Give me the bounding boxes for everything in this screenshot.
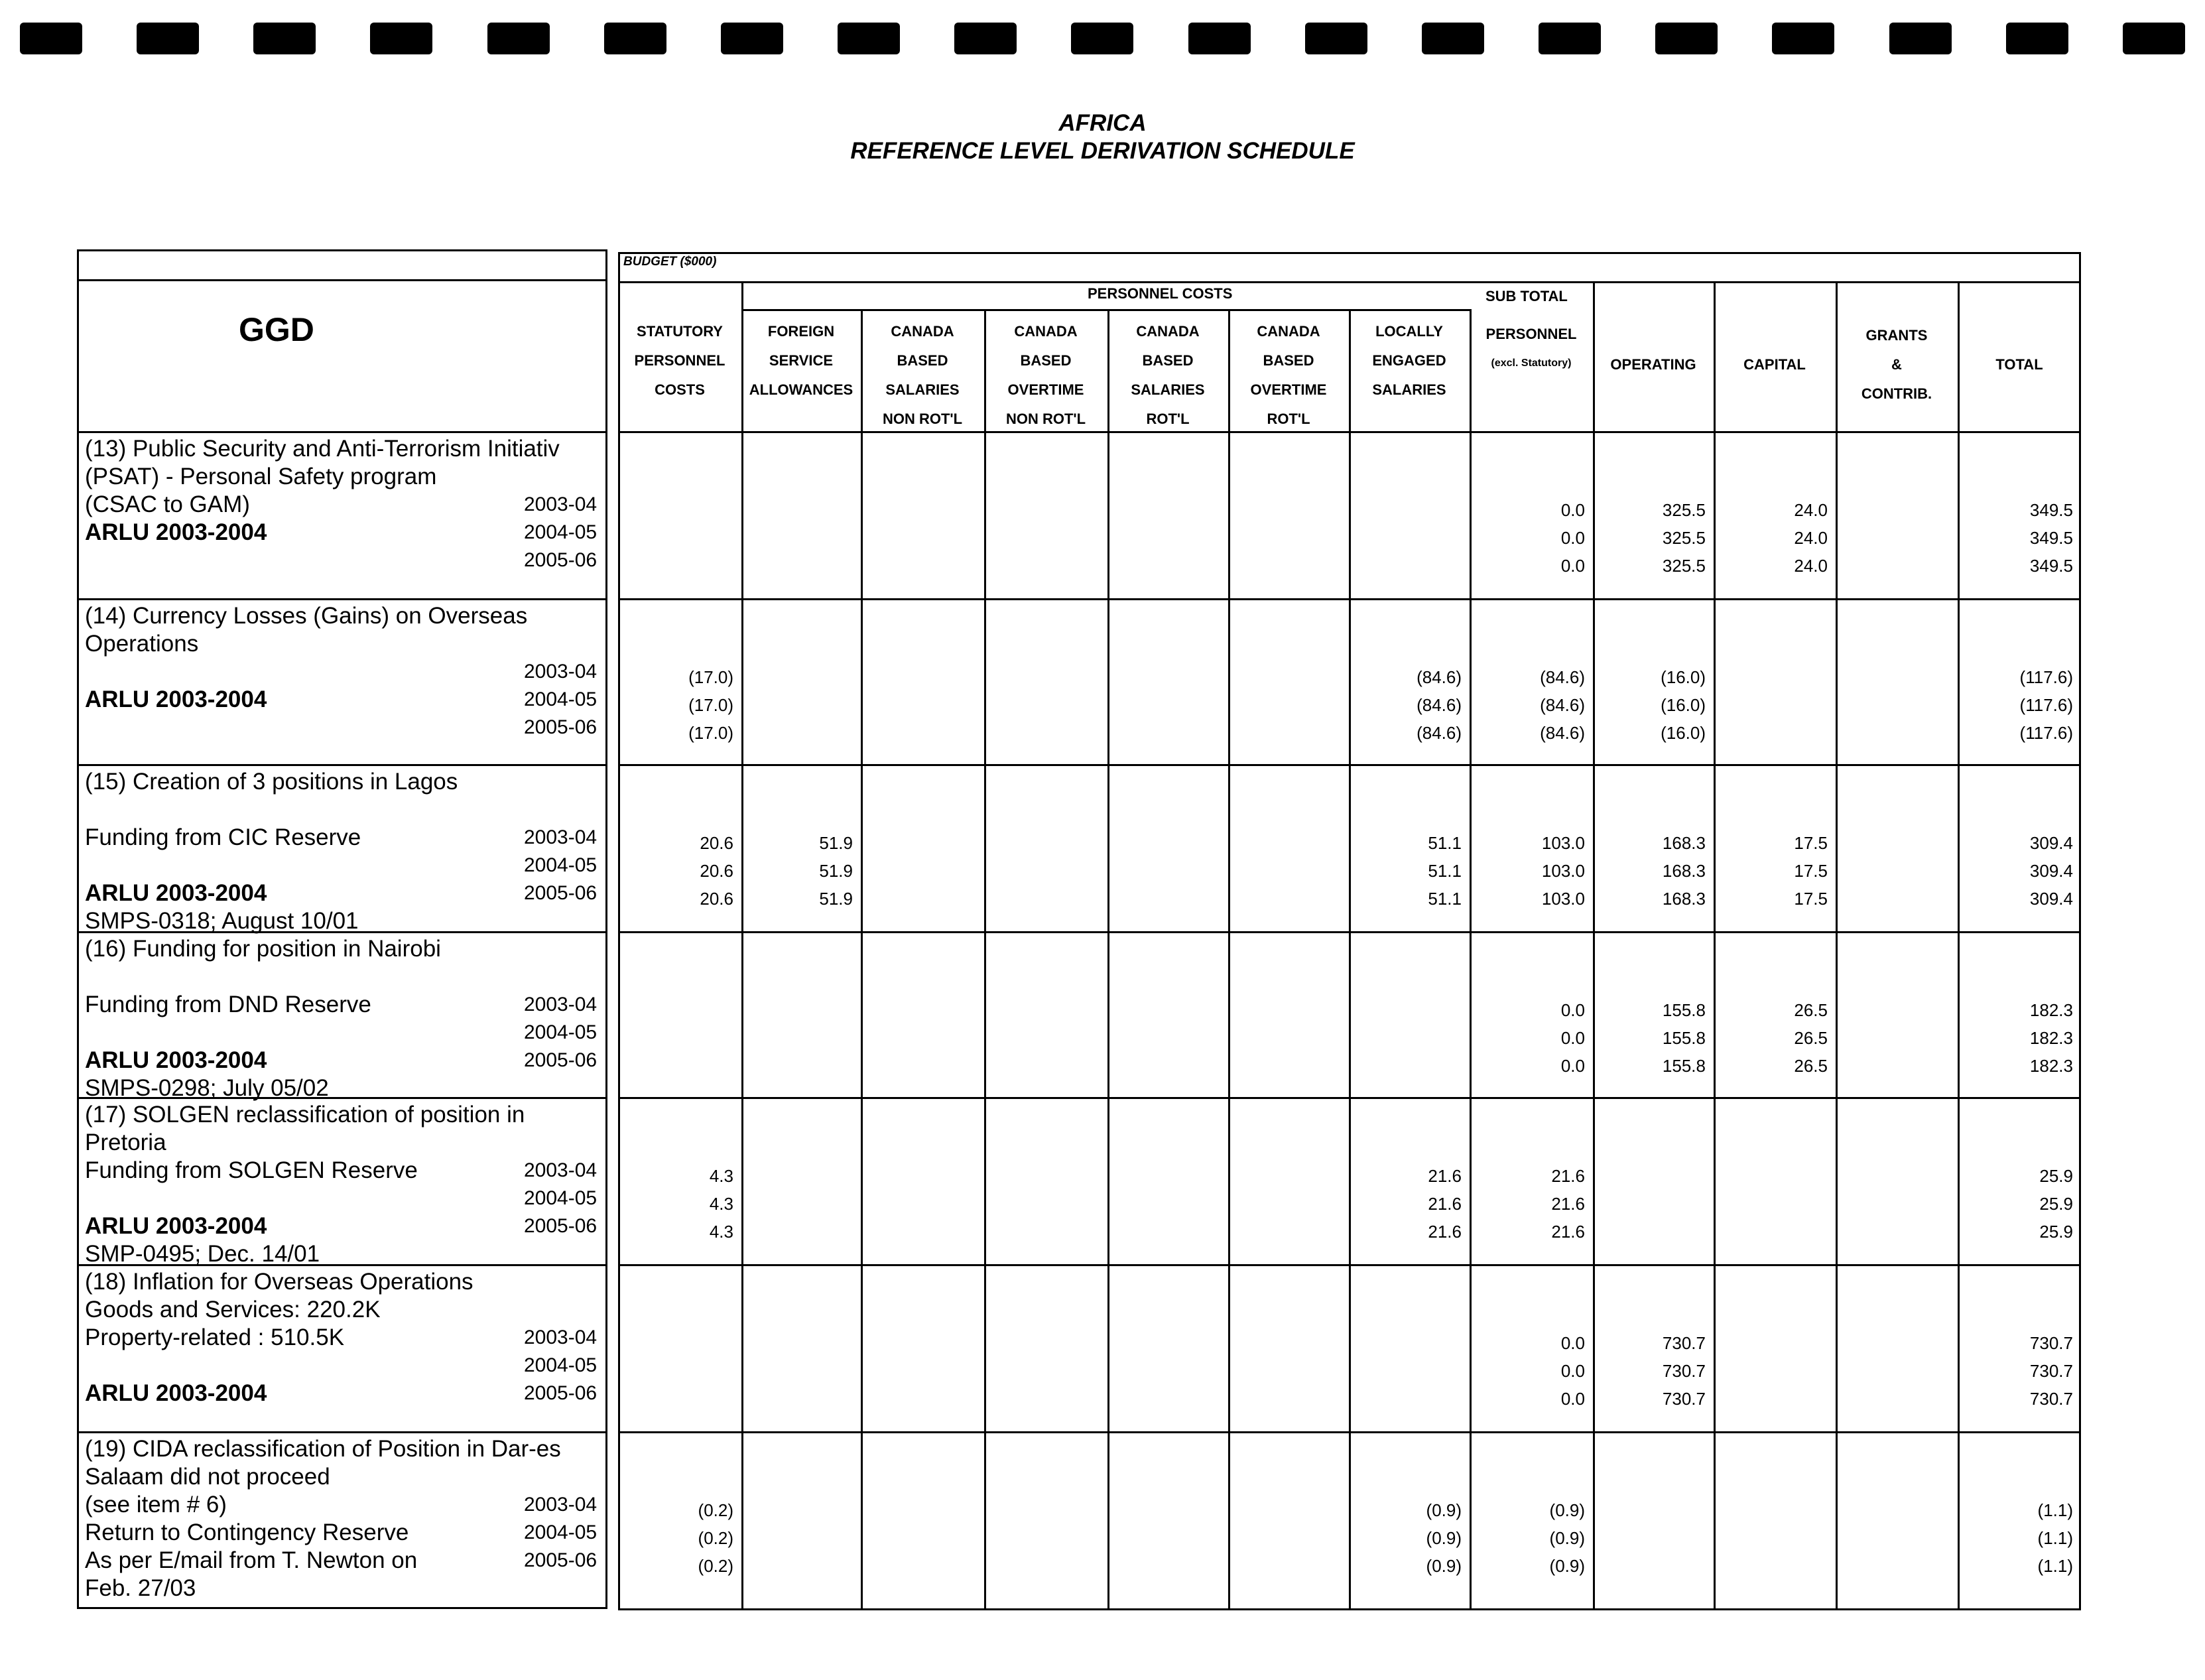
table-cell-value: 155.8	[1662, 1000, 1706, 1020]
item-description-line: Return to Contingency Reserve	[85, 1519, 409, 1545]
column-header-label: PERSONNEL	[1485, 326, 1577, 342]
fiscal-year-label: 2005-06	[524, 882, 598, 904]
table-cell-value: 17.5	[1794, 889, 1828, 909]
item-description-line: SMPS-0298; July 05/02	[85, 1075, 329, 1101]
table-cell-value: 730.7	[2029, 1361, 2073, 1381]
table-cell-value: 51.9	[819, 889, 853, 909]
table-cell-value: (0.2)	[698, 1528, 733, 1548]
item-description-line: (15) Creation of 3 positions in Lagos	[85, 769, 458, 795]
left-row-separator	[77, 431, 607, 433]
fiscal-year-label: 2004-05	[524, 521, 598, 543]
item-description-line: ARLU 2003-2004	[85, 1213, 267, 1239]
binder-hole	[370, 23, 432, 54]
fiscal-year-label: 2003-04	[524, 826, 598, 848]
table-cell-value: 26.5	[1794, 1056, 1828, 1076]
table-cell-value: 325.5	[1662, 556, 1706, 576]
item-description-line: Salaam did not proceed	[85, 1464, 330, 1490]
left-row-separator	[77, 1431, 607, 1433]
table-cell-value: 21.6	[1428, 1166, 1462, 1186]
table-cell-value: 730.7	[1662, 1333, 1706, 1353]
fiscal-year-label: 2004-05	[524, 1521, 598, 1543]
table-cell-value: 51.1	[1428, 889, 1462, 909]
column-header-label: CANADA	[891, 323, 954, 340]
table-cell-value: 309.4	[2029, 889, 2073, 909]
binder-hole	[1071, 23, 1133, 54]
column-header-label: BASED	[897, 352, 948, 369]
table-cell-value: 25.9	[2039, 1194, 2073, 1214]
column-header-label: LOCALLY	[1375, 323, 1443, 340]
table-cell-value: 182.3	[2029, 1028, 2073, 1048]
binder-hole	[20, 23, 82, 54]
table-cell-value: 51.1	[1428, 861, 1462, 881]
column-header-label: FOREIGN	[767, 323, 835, 340]
fiscal-year-label: 2003-04	[524, 994, 598, 1015]
table-cell-value: 24.0	[1794, 500, 1828, 520]
fiscal-year-label: 2003-04	[524, 1494, 598, 1516]
table-cell-value: 0.0	[1560, 500, 1585, 520]
binder-hole	[954, 23, 1017, 54]
column-header-label: ENGAGED	[1372, 352, 1446, 369]
table-cell-value: (84.6)	[1540, 667, 1585, 687]
table-cell-value: (17.0)	[688, 723, 733, 743]
binder-hole	[838, 23, 900, 54]
table-cell-value: 26.5	[1794, 1000, 1828, 1020]
fiscal-year-label: 2005-06	[524, 1549, 598, 1571]
table-cell-value: (84.6)	[1540, 695, 1585, 715]
item-description-line: Operations	[85, 631, 199, 657]
row-separator	[618, 931, 2081, 933]
table-cell-value: 24.0	[1794, 556, 1828, 576]
column-header-label: BASED	[1263, 352, 1314, 369]
table-cell-value: (117.6)	[2019, 723, 2073, 743]
table-cell-value: 4.3	[709, 1166, 733, 1186]
table-cell-value: 51.9	[819, 833, 853, 853]
left-header-rule	[77, 279, 607, 281]
table-cell-value: (0.9)	[1549, 1528, 1585, 1548]
column-header-label: OPERATING	[1610, 356, 1696, 373]
item-description-line: (17) SOLGEN reclassification of position in	[85, 1102, 525, 1128]
fiscal-year-label: 2004-05	[524, 854, 598, 876]
binder-hole	[1655, 23, 1718, 54]
row-separator	[618, 431, 2081, 433]
column-header-label: CANADA	[1257, 323, 1320, 340]
table-cell-value: 309.4	[2029, 833, 2073, 853]
column-divider	[1470, 309, 1472, 1610]
table-cell-value: (0.2)	[698, 1556, 733, 1576]
column-divider	[1349, 309, 1351, 1610]
column-header-label: &	[1891, 356, 1902, 373]
item-description-line: SMPS-0318; August 10/01	[85, 908, 359, 934]
personnel-group-rule	[741, 309, 1470, 311]
table-cell-value: 309.4	[2029, 861, 2073, 881]
column-header-label: SERVICE	[769, 352, 834, 369]
column-header-label: (excl. Statutory)	[1491, 357, 1572, 369]
column-header-label: COSTS	[655, 381, 705, 398]
table-cell-value: 0.0	[1560, 556, 1585, 576]
table-cell-value: 182.3	[2029, 1056, 2073, 1076]
table-cell-value: (1.1)	[2037, 1556, 2073, 1576]
fiscal-year-label: 2004-05	[524, 1354, 598, 1376]
column-divider	[1958, 281, 1960, 1610]
table-cell-value: 17.5	[1794, 833, 1828, 853]
item-description-line: (18) Inflation for Overseas Operations	[85, 1269, 473, 1295]
column-header-label: SALARIES	[1372, 381, 1446, 398]
binder-hole	[253, 23, 316, 54]
item-description-line: Funding from SOLGEN Reserve	[85, 1157, 418, 1183]
table-cell-value: 182.3	[2029, 1000, 2073, 1020]
table-cell-value: (117.6)	[2019, 695, 2073, 715]
table-cell-value: 51.9	[819, 861, 853, 881]
table-cell-value: 730.7	[2029, 1389, 2073, 1409]
table-cell-value: 26.5	[1794, 1028, 1828, 1048]
binder-hole	[137, 23, 199, 54]
table-cell-value: 0.0	[1560, 1000, 1585, 1020]
table-cell-value: 25.9	[2039, 1222, 2073, 1242]
row-separator	[618, 1431, 2081, 1433]
column-header-label: NON ROT'L	[1005, 411, 1086, 427]
table-cell-value: 0.0	[1560, 1333, 1585, 1353]
table-cell-value: 155.8	[1662, 1028, 1706, 1048]
binder-hole	[1422, 23, 1484, 54]
column-header-label: CANADA	[1014, 323, 1078, 340]
table-cell-value: 155.8	[1662, 1056, 1706, 1076]
table-cell-value: 168.3	[1662, 833, 1706, 853]
row-separator	[618, 598, 2081, 600]
fiscal-year-label: 2005-06	[524, 1049, 598, 1071]
item-description-line: (CSAC to GAM)	[85, 491, 250, 517]
page-subtitle: REFERENCE LEVEL DERIVATION SCHEDULE	[850, 138, 1355, 164]
subtotal-group-header: SUB TOTAL	[1485, 288, 1568, 304]
column-divider	[1228, 309, 1230, 1610]
ggd-header: GGD	[239, 311, 314, 348]
table-cell-value: 0.0	[1560, 528, 1585, 548]
column-divider	[1107, 309, 1109, 1610]
table-cell-value: (17.0)	[688, 667, 733, 687]
column-divider	[741, 281, 743, 1610]
table-cell-value: (84.6)	[1417, 723, 1462, 743]
table-cell-value: (0.2)	[698, 1500, 733, 1520]
binder-hole	[487, 23, 550, 54]
table-cell-value: 21.6	[1428, 1194, 1462, 1214]
table-cell-value: 51.1	[1428, 833, 1462, 853]
table-cell-value: (84.6)	[1417, 667, 1462, 687]
item-description-line: (16) Funding for position in Nairobi	[85, 936, 441, 962]
column-header-label: SALARIES	[885, 381, 960, 398]
table-cell-value: 21.6	[1551, 1166, 1585, 1186]
item-description-line: ARLU 2003-2004	[85, 519, 267, 545]
item-description-line: Goods and Services: 220.2K	[85, 1297, 381, 1323]
table-cell-value: (0.9)	[1549, 1556, 1585, 1576]
table-cell-value: 4.3	[709, 1194, 733, 1214]
row-separator	[618, 1264, 2081, 1266]
table-cell-value: 349.5	[2029, 556, 2073, 576]
table-cell-value: (0.9)	[1426, 1556, 1462, 1576]
column-header-label: CANADA	[1136, 323, 1200, 340]
fiscal-year-label: 2003-04	[524, 1326, 598, 1348]
item-description-line: As per E/mail from T. Newton on	[85, 1547, 418, 1573]
column-header-label: OVERTIME	[1250, 381, 1327, 398]
column-header-label: BASED	[1020, 352, 1072, 369]
item-description-line: ARLU 2003-2004	[85, 686, 267, 712]
table-cell-value: (1.1)	[2037, 1528, 2073, 1548]
column-header-label: STATUTORY	[637, 323, 723, 340]
binder-hole	[1305, 23, 1367, 54]
row-separator	[618, 1097, 2081, 1099]
table-cell-value: 730.7	[2029, 1333, 2073, 1353]
table-cell-value: (84.6)	[1417, 695, 1462, 715]
table-cell-value: 25.9	[2039, 1166, 2073, 1186]
binder-hole	[721, 23, 783, 54]
table-cell-value: 730.7	[1662, 1389, 1706, 1409]
table-cell-value: 20.6	[700, 861, 733, 881]
item-description-line: Feb. 27/03	[85, 1575, 196, 1601]
fiscal-year-label: 2004-05	[524, 1187, 598, 1209]
table-cell-value: 0.0	[1560, 1028, 1585, 1048]
column-header-label: TOTAL	[1995, 356, 2043, 373]
table-cell-value: (17.0)	[688, 695, 733, 715]
column-header-label: SALARIES	[1131, 381, 1205, 398]
table-cell-value: 20.6	[700, 833, 733, 853]
column-header-label: CONTRIB.	[1861, 385, 1932, 402]
table-cell-value: 325.5	[1662, 528, 1706, 548]
table-cell-value: 0.0	[1560, 1389, 1585, 1409]
table-cell-value: (0.9)	[1426, 1500, 1462, 1520]
fiscal-year-label: 2003-04	[524, 493, 598, 515]
item-description-line: ARLU 2003-2004	[85, 880, 267, 906]
fiscal-year-label: 2005-06	[524, 1382, 598, 1404]
item-description-line: Funding from DND Reserve	[85, 992, 371, 1017]
column-divider	[1714, 281, 1716, 1610]
item-description-line: ARLU 2003-2004	[85, 1047, 267, 1073]
table-cell-value: 168.3	[1662, 861, 1706, 881]
item-description-line: Pretoria	[85, 1130, 166, 1155]
item-description-line: (see item # 6)	[85, 1492, 227, 1518]
column-divider	[1593, 281, 1595, 1610]
binder-hole	[1188, 23, 1251, 54]
table-cell-value: 730.7	[1662, 1361, 1706, 1381]
left-row-separator	[77, 764, 607, 766]
binder-hole	[1539, 23, 1601, 54]
column-divider	[984, 309, 986, 1610]
column-header-label: ROT'L	[1146, 411, 1190, 427]
page-title: AFRICA	[1058, 110, 1147, 136]
table-cell-value: 103.0	[1541, 833, 1585, 853]
fiscal-year-label: 2003-04	[524, 661, 598, 682]
left-row-separator	[77, 598, 607, 600]
item-description-line: Property-related : 510.5K	[85, 1325, 345, 1350]
column-header-label: CAPITAL	[1743, 356, 1806, 373]
table-cell-value: 4.3	[709, 1222, 733, 1242]
column-header-label: PERSONNEL	[634, 352, 725, 369]
fiscal-year-label: 2005-06	[524, 549, 598, 571]
table-cell-value: 21.6	[1428, 1222, 1462, 1242]
table-cell-value: 325.5	[1662, 500, 1706, 520]
binder-hole	[1889, 23, 1952, 54]
column-divider	[1836, 281, 1838, 1610]
column-divider	[861, 309, 863, 1610]
fiscal-year-label: 2003-04	[524, 1159, 598, 1181]
table-cell-value: 349.5	[2029, 528, 2073, 548]
table-cell-value: 349.5	[2029, 500, 2073, 520]
binder-hole	[1772, 23, 1834, 54]
table-cell-value: (84.6)	[1540, 723, 1585, 743]
budget-label: BUDGET ($000)	[623, 255, 717, 269]
table-cell-value: (0.9)	[1426, 1528, 1462, 1548]
column-header-label: GRANTS	[1865, 327, 1928, 344]
table-cell-value: 0.0	[1560, 1056, 1585, 1076]
item-description-line: (13) Public Security and Anti-Terrorism Initiativ	[85, 436, 560, 462]
fiscal-year-label: 2005-06	[524, 716, 598, 738]
table-cell-value: 17.5	[1794, 861, 1828, 881]
column-header-label: ROT'L	[1267, 411, 1310, 427]
table-cell-value: 21.6	[1551, 1194, 1585, 1214]
binder-hole	[2123, 23, 2185, 54]
binder-holes	[20, 23, 2185, 57]
table-cell-value: (1.1)	[2037, 1500, 2073, 1520]
table-cell-value: 24.0	[1794, 528, 1828, 548]
item-description-line: (19) CIDA reclassification of Position in Dar-es	[85, 1436, 561, 1462]
table-cell-value: (16.0)	[1661, 667, 1706, 687]
fiscal-year-label: 2005-06	[524, 1215, 598, 1237]
row-separator	[618, 764, 2081, 766]
table-cell-value: 21.6	[1551, 1222, 1585, 1242]
table-cell-value: (0.9)	[1549, 1500, 1585, 1520]
column-header-label: OVERTIME	[1007, 381, 1084, 398]
personnel-costs-group-header: PERSONNEL COSTS	[1088, 285, 1233, 302]
column-header-label: NON ROT'L	[882, 411, 963, 427]
table-cell-value: 103.0	[1541, 861, 1585, 881]
table-cell-value: (16.0)	[1661, 723, 1706, 743]
table-cell-value: (117.6)	[2019, 667, 2073, 687]
item-description-line: (PSAT) - Personal Safety program	[85, 464, 437, 489]
item-description-line: SMP-0495; Dec. 14/01	[85, 1241, 320, 1267]
column-header-label: ALLOWANCES	[749, 381, 853, 398]
table-cell-value: 103.0	[1541, 889, 1585, 909]
fiscal-year-label: 2004-05	[524, 688, 598, 710]
fiscal-year-label: 2004-05	[524, 1021, 598, 1043]
item-description-line: (14) Currency Losses (Gains) on Overseas	[85, 603, 528, 629]
binder-hole	[2006, 23, 2068, 54]
table-cell-value: 168.3	[1662, 889, 1706, 909]
column-header-label: BASED	[1142, 352, 1194, 369]
table-cell-value: 20.6	[700, 889, 733, 909]
table-cell-value: 0.0	[1560, 1361, 1585, 1381]
header-rule	[618, 281, 2081, 283]
item-description-line: Funding from CIC Reserve	[85, 824, 361, 850]
table-cell-value: (16.0)	[1661, 695, 1706, 715]
item-description-line: ARLU 2003-2004	[85, 1380, 267, 1406]
binder-hole	[604, 23, 666, 54]
